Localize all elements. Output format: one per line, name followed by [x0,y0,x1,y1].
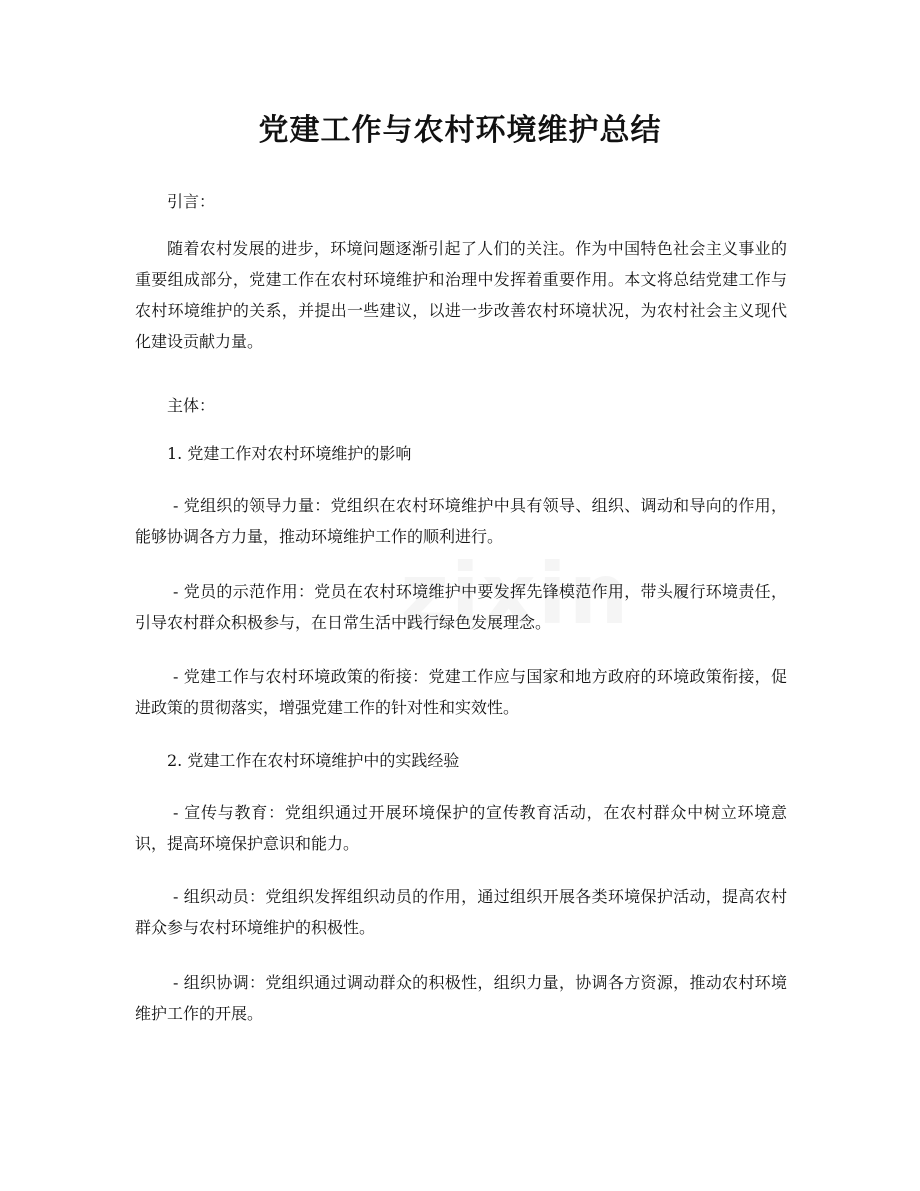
section-2-item: - 组织动员：党组织发挥组织动员的作用，通过组织开展各类环境保护活动，提高农村群众参与农村环境维护的积极性。 [135,887,787,937]
intro-paragraph: 随着农村发展的进步，环境问题逐渐引起了人们的关注。作为中国特色社会主义事业的重要组成部分，党建工作在农村环境维护和治理中发挥着重要作用。本文将总结党建工作与农村环境维护的关系，并提出一些建议，以进一步改善农村环境状况，为农村社会主义现代化建设贡献力量。 [135,239,787,351]
section-2-item: - 宣传与教育：党组织通过开展环境保护的宣传教育活动，在农村群众中树立环境意识，提高环境保护意识和能力。 [135,803,787,853]
section-2-heading: 2. 党建工作在农村环境维护中的实践经验 [167,751,460,770]
section-1-item: - 党组织的领导力量：党组织在农村环境维护中具有领导、组织、调动和导向的作用，能够协调各方力量，推动环境维护工作的顺利进行。 [135,496,787,546]
section-1-item: - 党建工作与农村环境政策的衔接：党建工作应与国家和地方政府的环境政策衔接，促进政策的贯彻落实，增强党建工作的针对性和实效性。 [135,667,787,717]
section-2-item: - 组织协调：党组织通过调动群众的积极性，组织力量，协调各方资源，推动农村环境维护工作的开展。 [135,973,787,1023]
document-title: 党建工作与农村环境维护总结 [258,113,662,148]
section-1-item: - 党员的示范作用：党员在农村环境维护中要发挥先锋模范作用，带头履行环境责任，引导农村群众积极参与，在日常生活中践行绿色发展理念。 [135,582,787,632]
body-heading: 主体： [167,396,216,415]
section-1-heading: 1. 党建工作对农村环境维护的影响 [167,444,412,463]
intro-heading: 引言： [167,192,216,211]
